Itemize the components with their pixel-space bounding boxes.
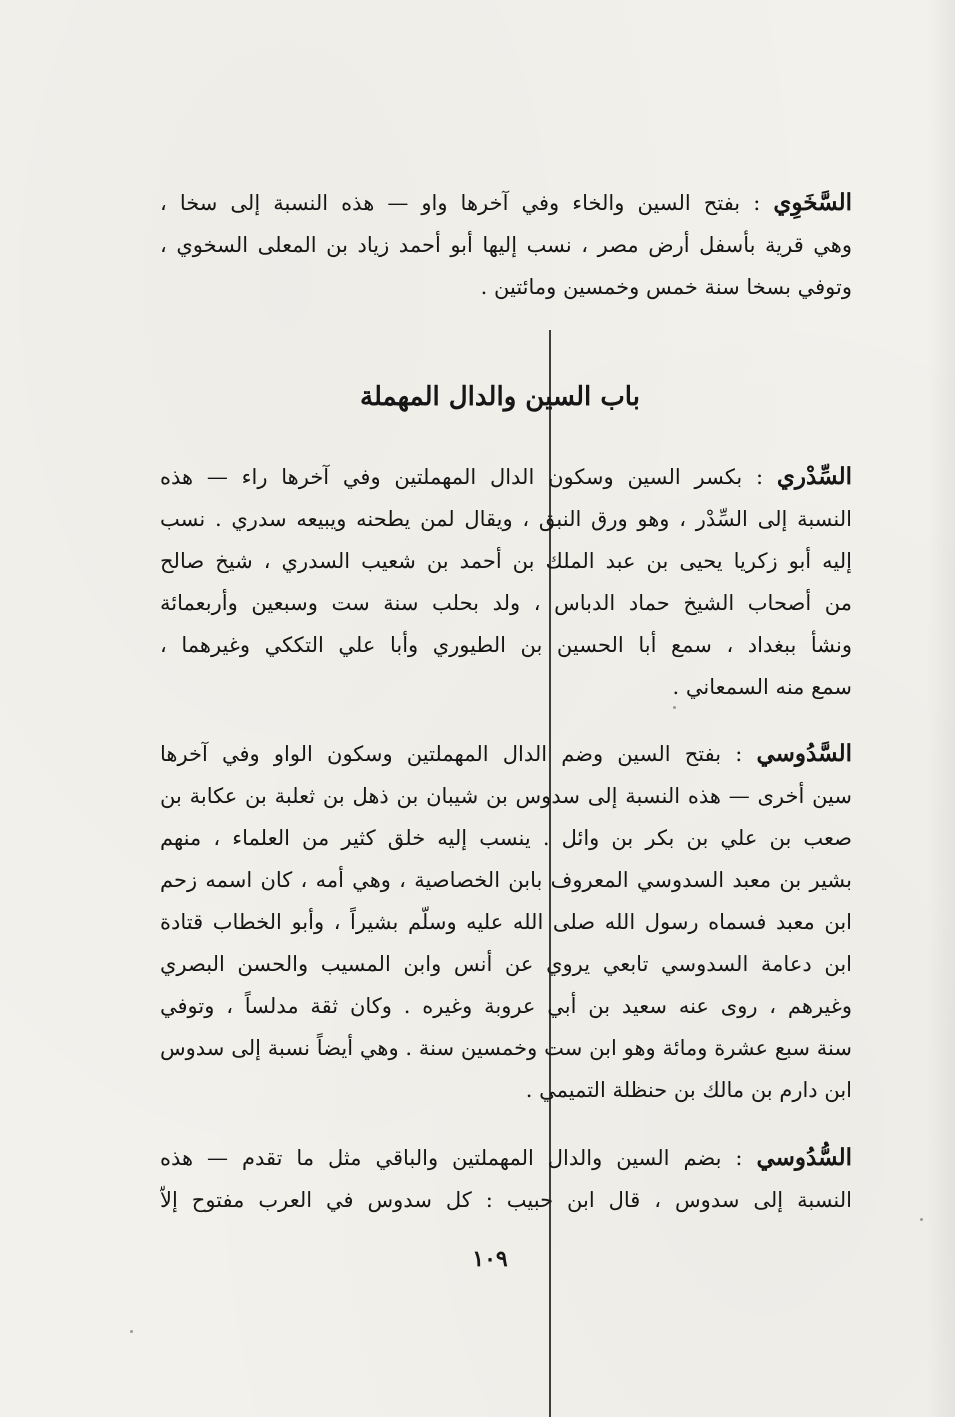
scan-speck <box>673 706 676 709</box>
entry-line: وغيرهم ، روى عنه سعيد بن أبي عروبة وغيره . وكان ثقة مدلساً ، وتوفي <box>160 994 852 1018</box>
entry-line: السِّدْري : بكسر السين وسكون الدال المهملتين وفي آخرها راء — هذه <box>160 463 852 490</box>
entry-line: النسبة إلى سدوس ، قال ابن حبيب : كل سدوس في العرب مفتوح إلاّ <box>160 1188 852 1212</box>
entry-line: السَّدُوسي : بفتح السين وضم الدال المهملتين وسكون الواو وفي آخرها <box>160 740 852 767</box>
entry-headword: السِّدْري <box>776 463 852 490</box>
entry-line: وهي قرية بأسفل أرض مصر ، نسب إليها أبو أحمد زياد بن المعلى السخوي ، <box>160 233 852 257</box>
entry-line: سمع منه السمعاني . <box>672 675 852 699</box>
entry-line: من أصحاب الشيخ حماد الدباس ، ولد بحلب سنة ست وسبعين وأربعمائة <box>160 591 852 615</box>
entry-line: بشير بن معبد السدوسي المعروف بابن الخصاصية ، وهي أمه ، كان اسمه زحم <box>160 868 852 892</box>
section-title: باب السين والدال المهملة <box>360 382 640 412</box>
entry-sudusi <box>160 1137 852 1221</box>
entry-line: السُّدُوسي : بضم السين والدال المهملتين والباقي مثل ما تقدم — هذه <box>160 1144 852 1171</box>
scan-speck <box>130 1330 133 1333</box>
page-edge-shadow <box>927 0 955 1417</box>
entry-line: ابن معبد فسماه رسول الله صلى الله عليه وسلّم بشيراً ، وأبو الخطاب قتادة <box>160 910 852 934</box>
entry-headword: السَّدُوسي <box>756 740 852 767</box>
entry-line: سنة سبع عشرة ومائة وهو ابن ست وخمسين سنة . وهي أيضاً نسبة إلى سدوس <box>160 1036 852 1060</box>
scan-speck <box>920 1218 923 1221</box>
entry-line: سين أخرى — هذه النسبة إلى سدوس بن شيبان بن ذهل بن ثعلبة بن عكابة بن <box>160 784 852 808</box>
entry-line: السَّخَوِي : بفتح السين والخاء وفي آخرها واو — هذه النسبة إلى سخا ، <box>160 189 852 216</box>
entry-headword: السَّخَوِي <box>773 189 852 216</box>
entry-headword: السُّدُوسي <box>756 1144 852 1171</box>
page-number: ١٠٩ <box>472 1246 508 1272</box>
entry-line: وتوفي بسخا سنة خمس وخمسين ومائتين . <box>480 275 852 299</box>
entry-line: ابن دارم بن مالك بن حنظلة التميمي . <box>525 1078 852 1102</box>
entry-line: صعب بن علي بن بكر بن وائل . ينسب إليه خلق كثير من العلماء ، منهم <box>160 826 852 850</box>
entry-sakhawi <box>160 182 852 308</box>
entry-line: إليه أبو زكريا يحيى بن عبد الملك بن أحمد بن شعيب السدري ، شيخ صالح <box>160 549 852 573</box>
entry-line: النسبة إلى السِّدْر ، وهو ورق النبق ، ويقال لمن يطحنه ويبيعه سدري . نسب <box>160 507 852 531</box>
entry-sadusi <box>160 733 852 1111</box>
entry-sidri <box>160 456 852 708</box>
entry-line: ونشأ ببغداد ، سمع أبا الحسين بن الطيوري وأبا علي التككي وغيرهما ، <box>160 633 852 657</box>
entry-line: ابن دعامة السدوسي تابعي يروي عن أنس وابن المسيب والحسن البصري <box>160 952 852 976</box>
